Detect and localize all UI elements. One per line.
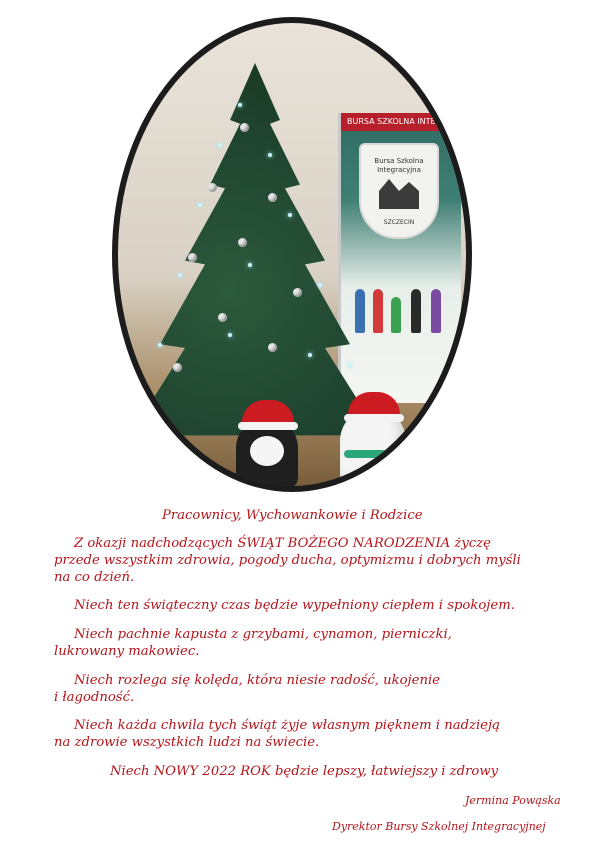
signature-title: Dyrektor Bursy Szkolnej Integracyjnej — [332, 820, 546, 833]
addressee: Pracownicy, Wychowankowie i Rodzice — [162, 508, 423, 523]
paragraph-3-line-1: Niech pachnie kapusta z grzybami, cynamon, pierniczki, — [74, 627, 452, 642]
paragraph-1-line-2: przede wszystkim zdrowia, pogody ducha, optymizmu i dobrych myśli — [54, 553, 521, 568]
paragraph-5-line-2: na zdrowie wszystkich ludzi na świecie. — [54, 735, 320, 750]
paragraph-4-line-1: Niech rozlega się kolęda, która niesie radość, ukojenie — [74, 673, 440, 688]
banner-title: BURSA SZKOLNA INTEGR — [341, 113, 461, 131]
paragraph-4-line-2: i łagodność. — [54, 690, 135, 705]
paragraph-6: Niech NOWY 2022 ROK będzie lepszy, łatwiejszy i zdrowy — [110, 764, 499, 779]
paragraph-1-line-3: na co dzień. — [54, 570, 135, 585]
paragraph-3-line-2: lukrowany makowiec. — [54, 644, 200, 659]
paragraph-5-line-1: Niech każda chwila tych świąt żyje własnym pięknem i nadzieją — [74, 718, 500, 733]
logo-text-line2: Integracyjna — [377, 166, 421, 174]
paragraph-1-line-1: Z okazji nadchodzących ŚWIĄT BOŻEGO NARODZENIA życzę — [74, 536, 491, 551]
logo-text-line1: Bursa Szkolna — [374, 157, 424, 165]
logo-city: SZCZECIN — [383, 219, 415, 226]
paragraph-2: Niech ten świąteczny czas będzie wypełniony ciepłem i spokojem. — [74, 598, 515, 613]
signature-name: Jermina Powąska — [465, 794, 561, 807]
